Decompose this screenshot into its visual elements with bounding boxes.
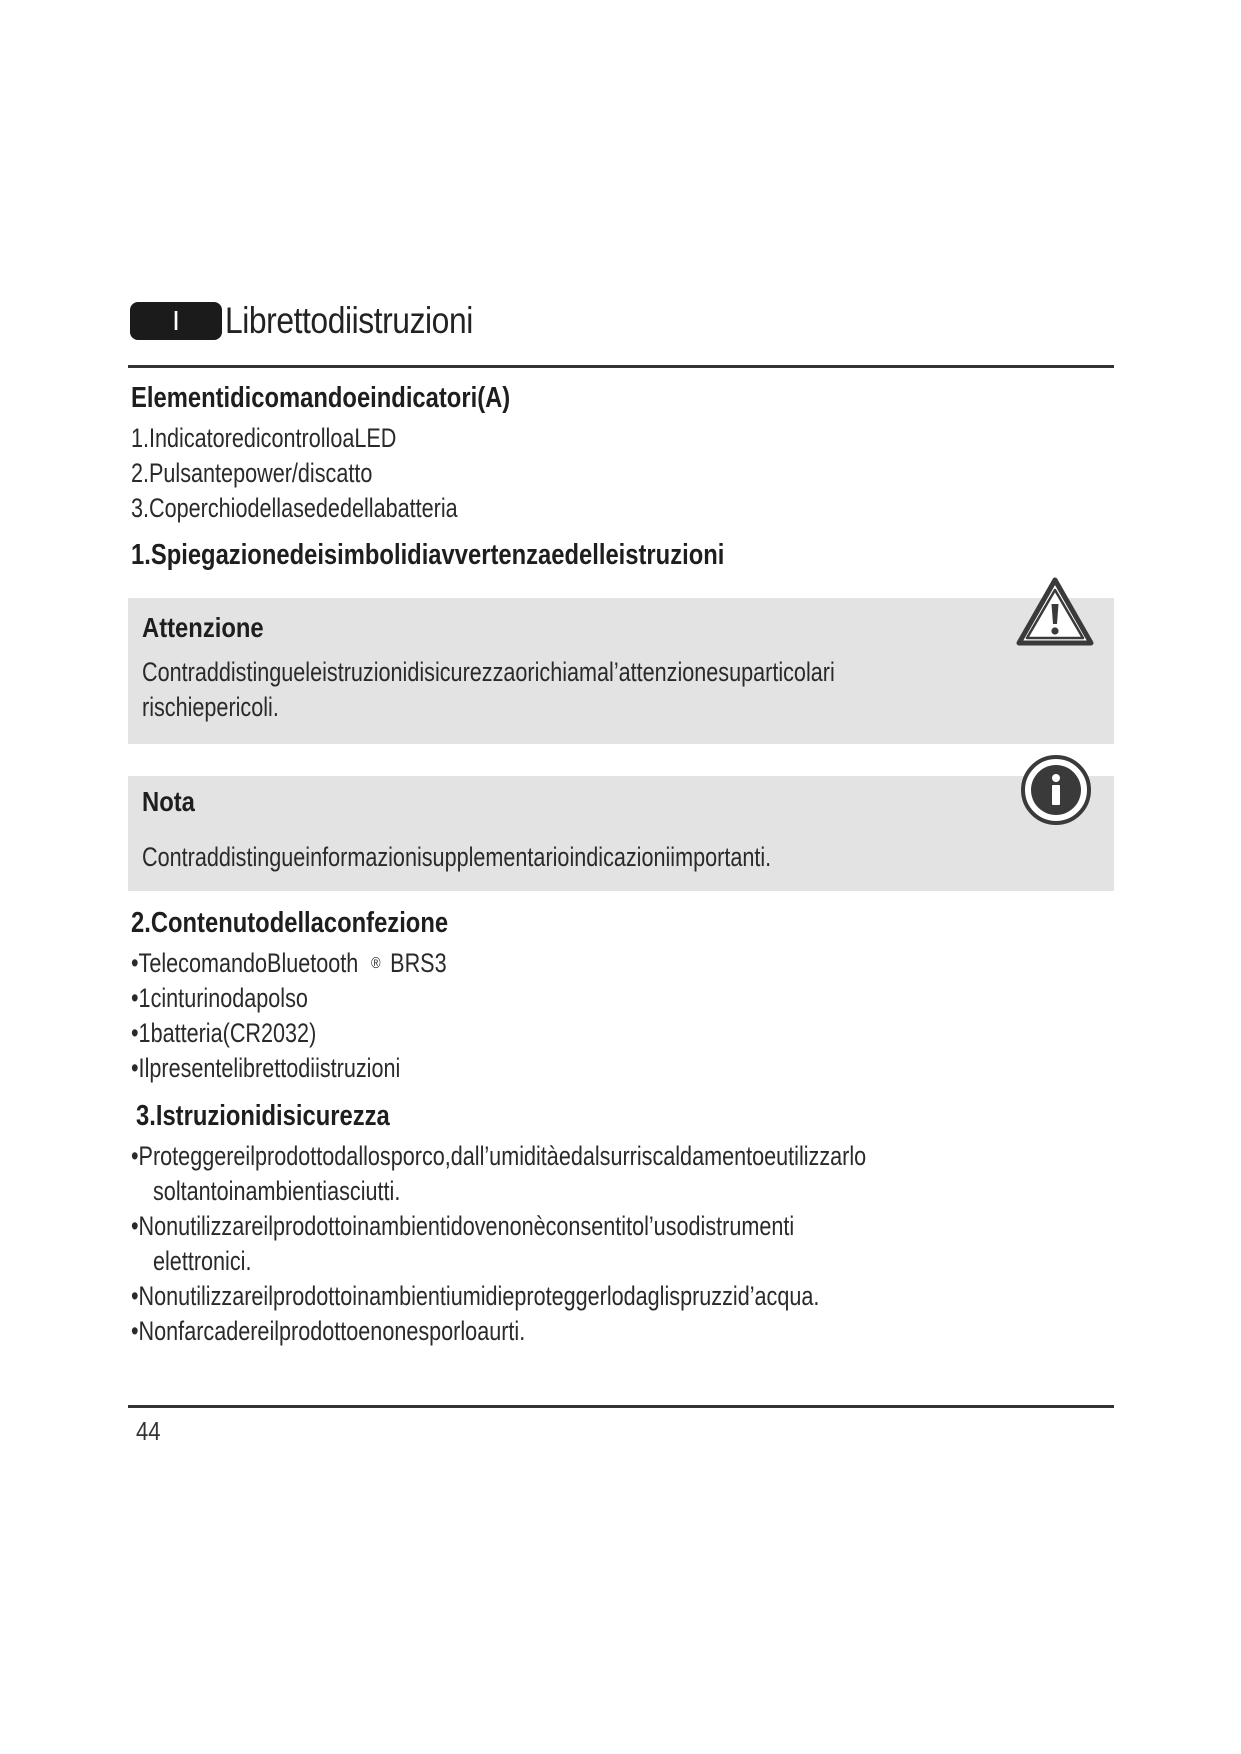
contents-item: •Ilpresentelibrettodiistruzioni <box>131 1053 401 1083</box>
safety-item-line: •Nonfarcadereilprodottoenonesporloaurti. <box>131 1316 526 1346</box>
language-badge: I <box>130 302 222 340</box>
footer-divider <box>128 1405 1114 1408</box>
controls-heading: Elementidicomandoeindicatori(A) <box>131 382 511 414</box>
controls-item: 2.Pulsantepower/discatto <box>131 458 373 488</box>
warning-notice-box <box>128 598 1114 744</box>
section2-heading: 2.Contenutodellaconfezione <box>131 907 449 939</box>
note-notice-box <box>128 776 1114 891</box>
note-text: Contraddistingueinformazionisupplementarioindicazioniimportanti. <box>142 842 772 872</box>
controls-item: 3.Coperchiodellasededellabatteria <box>131 493 458 523</box>
safety-item-line: elettronici. <box>153 1246 252 1276</box>
controls-item: 1.IndicatoredicontrolloaLED <box>131 423 397 453</box>
page-number: 44 <box>136 1416 161 1446</box>
document-title: Librettodiistruzioni <box>225 300 473 341</box>
safety-item-line: •Nonutilizzareilprodottoinambientiumidieproteggerlodaglispruzzid’acqua. <box>131 1281 820 1311</box>
warning-text-line: Contraddistingueleistruzionidisicurezzaorichiamal’attenzionesuparticolari <box>142 657 835 687</box>
page-header <box>130 296 513 346</box>
warning-text-line: rischiepericoli. <box>142 692 279 722</box>
warning-title: Attenzione <box>142 612 264 643</box>
section3-heading: 3.Istruzionidisicurezza <box>136 1100 390 1132</box>
note-title: Nota <box>142 786 195 817</box>
contents-item: •1cinturinodapolso <box>131 983 308 1013</box>
section1-heading: 1.Spiegazionedeisimbolidiavvertenzaedelleistruzioni <box>131 539 725 571</box>
safety-item-line: •Nonutilizzareilprodottoinambientidovenonèconsentitol’usodistrumenti <box>131 1211 795 1241</box>
contents-item: •TelecomandoBluetooth ® BRS3 <box>131 948 447 978</box>
info-icon <box>1020 754 1092 826</box>
safety-item-line: •Proteggereilprodottodallosporco,dall’umiditàedalsurriscaldamentoeutilizzarlo <box>131 1141 867 1171</box>
warning-triangle-icon <box>1015 576 1095 648</box>
contents-item: •1batteria(CR2032) <box>131 1018 317 1048</box>
safety-item-line: soltantoinambientiasciutti. <box>153 1176 401 1206</box>
header-divider <box>128 365 1114 368</box>
registered-symbol: ® <box>371 955 381 972</box>
